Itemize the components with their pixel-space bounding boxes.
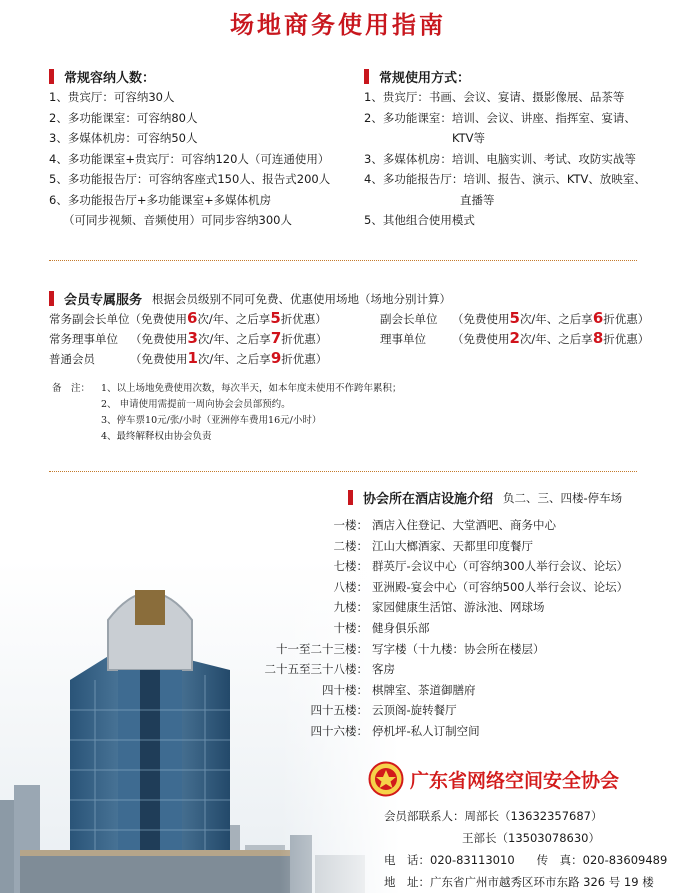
section-marker <box>364 69 369 84</box>
hotel-heading-text: 协会所在酒店设施介绍 <box>363 492 494 507</box>
capacity-item: （可同步视频、音频使用）可同步容纳300人 <box>63 213 292 227</box>
member-subtitle: 根据会员级别不同可免费、优惠使用场地（场地分别计算） <box>152 291 452 306</box>
usage-item: 5、其他组合使用模式 <box>364 213 475 227</box>
capacity-heading <box>49 67 155 86</box>
floor-row <box>260 536 660 557</box>
floor-label: 二十五至三十八楼： <box>264 662 368 677</box>
floor-row <box>260 556 660 577</box>
capacity-item: 6、多功能报告厅+多功能课室+多媒体机房 <box>49 192 272 207</box>
usage-item: 1、贵宾厅：书画、会议、宴请、摄影像展、品茶等 <box>364 90 625 104</box>
capacity-heading-text: 常规容纳人数： <box>64 71 156 86</box>
floor-label: 一楼： <box>333 518 368 532</box>
section-marker <box>49 291 54 306</box>
capacity-item: 2、多功能课室：可容纳80人 <box>49 110 198 125</box>
org-name: 广东省网络空间安全协会 <box>410 770 620 792</box>
floor-row <box>260 597 660 618</box>
floor-label: 九楼： <box>333 600 368 615</box>
floor-label: 四十六楼： <box>310 723 368 738</box>
tier-text: （免费使用 <box>452 332 510 346</box>
usage-item: KTV等 <box>452 131 486 145</box>
address-value: 广东省广州市越秀区环市东路 326 号 19 楼 <box>430 875 654 889</box>
floor-row <box>260 721 660 742</box>
floor-row <box>260 618 660 639</box>
contact-person-1: 周部长（13632357687） <box>464 809 603 823</box>
floor-desc: 家园健康生活馆、游泳池、网球场 <box>372 600 545 615</box>
page-title: 场地商务使用指南 <box>230 10 446 39</box>
floor-label: 七楼： <box>333 559 368 574</box>
capacity-item: 3、多媒体机房：可容纳50人 <box>49 131 198 145</box>
tier-text: 折优惠） <box>280 312 327 326</box>
floor-desc: 客房 <box>372 662 395 677</box>
contact-block <box>384 805 667 893</box>
tier-discount: 9 <box>270 349 282 367</box>
note-item: 3、停车票10元/张/小时（亚洲停车费用16元/小时） <box>101 415 322 426</box>
hotel-heading <box>348 488 622 507</box>
capacity-item: 5、多功能报告厅：可容纳客座式150人、报告式200人 <box>49 172 331 186</box>
floor-row <box>260 680 660 701</box>
usage-list <box>364 87 646 231</box>
floor-desc: 酒店入住登记、大堂酒吧、商务中心 <box>372 518 556 532</box>
tier-free-count: 5 <box>509 309 520 327</box>
tier-row <box>49 308 327 329</box>
floor-label: 十一至二十三楼： <box>276 641 368 656</box>
tier-text: 次/年、之后享 <box>197 312 271 326</box>
floor-row <box>260 659 660 680</box>
tier-text: 次/年、之后享 <box>197 332 271 346</box>
floor-row <box>260 700 660 721</box>
tier-name: 普通会员 <box>49 352 95 366</box>
tier-text: 折优惠） <box>603 312 650 326</box>
tier-row <box>380 308 649 329</box>
tier-free-count: 2 <box>509 329 520 347</box>
tier-text: （免费使用 <box>130 352 188 366</box>
member-heading <box>49 289 451 308</box>
usage-heading <box>364 67 470 86</box>
usage-item: 2、多功能课室：培训、会议、讲座、指挥室、宴请、 <box>364 110 636 125</box>
capacity-item: 1、贵宾厅：可容纳30人 <box>49 90 175 104</box>
usage-heading-text: 常规使用方式： <box>379 71 471 86</box>
notes-label: 备 注： <box>52 383 91 394</box>
tier-row <box>49 328 327 349</box>
tier-text: 次/年、之后享 <box>519 332 593 346</box>
floor-list <box>260 515 660 742</box>
floor-desc: 停机坪-私人订制空间 <box>372 723 480 738</box>
tier-row <box>49 348 327 369</box>
tier-text: （免费使用 <box>130 332 188 346</box>
tier-free-count: 3 <box>187 329 198 347</box>
floor-desc: 群英厅-会议中心（可容纳300人举行会议、论坛） <box>372 559 629 574</box>
address-label: 地 址： <box>384 875 430 889</box>
usage-item: 直播等 <box>460 192 495 207</box>
floor-label: 四十五楼： <box>310 703 368 718</box>
notes-list <box>101 381 402 445</box>
tier-free-count: 6 <box>187 309 198 327</box>
tier-text: 次/年、之后享 <box>197 352 271 366</box>
tier-row <box>380 328 649 349</box>
section-marker <box>49 69 54 84</box>
floor-desc: 写字楼（十九楼：协会所在楼层） <box>372 641 545 656</box>
fax-value: 020-83609489 <box>582 853 668 867</box>
floor-desc: 云顶阁-旋转餐厅 <box>372 703 457 718</box>
tier-discount: 5 <box>270 309 281 327</box>
floor-row <box>260 639 660 660</box>
tier-discount: 8 <box>592 329 604 347</box>
tier-text: （免费使用 <box>129 312 187 326</box>
tier-free-count: 1 <box>187 349 198 367</box>
note-item: 2、 申请使用需提前一周向协会会员部预约。 <box>101 399 291 410</box>
floor-label: 十楼： <box>333 620 368 635</box>
floor-label: 四十楼： <box>322 682 368 697</box>
contact-person-2: 王部长（13503078630） <box>462 831 600 845</box>
floor-desc: 健身俱乐部 <box>372 620 430 635</box>
member-heading-text: 会员专属服务 <box>64 293 143 308</box>
floor-desc: 江山大榔酒家、天都里印度餐厅 <box>372 538 533 553</box>
tel-label: 电 话： <box>384 853 430 867</box>
tier-text: 折优惠） <box>281 332 328 346</box>
association-emblem-icon <box>368 761 404 797</box>
usage-item: 3、多媒体机房：培训、电脑实训、考试、攻防实战等 <box>364 151 636 166</box>
tier-name: 理事单位 <box>380 332 426 346</box>
divider <box>49 471 637 472</box>
note-item: 1、以上场地免费使用次数，每次半天，如本年度未使用不作跨年累积； <box>101 383 402 394</box>
tier-text: 折优惠） <box>281 352 328 366</box>
tier-text: 折优惠） <box>603 332 650 346</box>
tier-discount: 6 <box>592 309 604 327</box>
tier-text: （免费使用 <box>452 312 510 326</box>
floor-row <box>260 515 660 536</box>
floor-row <box>260 577 660 598</box>
floor-desc: 棋牌室、茶道御膳府 <box>372 682 476 697</box>
capacity-item: 4、多功能课室+贵宾厅：可容纳120人（可连通使用） <box>49 151 330 166</box>
note-item: 4、最终解释权由协会负责 <box>101 431 212 442</box>
contact-label: 会员部联系人： <box>384 809 465 823</box>
tier-name: 副会长单位 <box>380 312 438 326</box>
tier-name: 常务副会长单位 <box>49 312 130 326</box>
capacity-list <box>49 87 330 231</box>
tier-discount: 7 <box>270 329 282 347</box>
floor-label: 二楼： <box>333 538 368 553</box>
floor-label: 八楼： <box>333 579 368 594</box>
tier-name: 常务理事单位 <box>49 332 118 346</box>
floor-desc: 亚洲殿-宴会中心（可容纳500人举行会议、论坛） <box>372 579 629 594</box>
fax-label: 传 真： <box>536 853 583 867</box>
divider <box>49 260 637 261</box>
usage-item: 4、多功能报告厅：培训、报告、演示、KTV、放映室、 <box>364 172 646 186</box>
hotel-subtitle: 负二、三、四楼-停车场 <box>503 490 623 505</box>
section-marker <box>348 490 353 505</box>
tel-value: 020-83113010 <box>430 853 515 867</box>
tier-text: 次/年、之后享 <box>519 312 593 326</box>
